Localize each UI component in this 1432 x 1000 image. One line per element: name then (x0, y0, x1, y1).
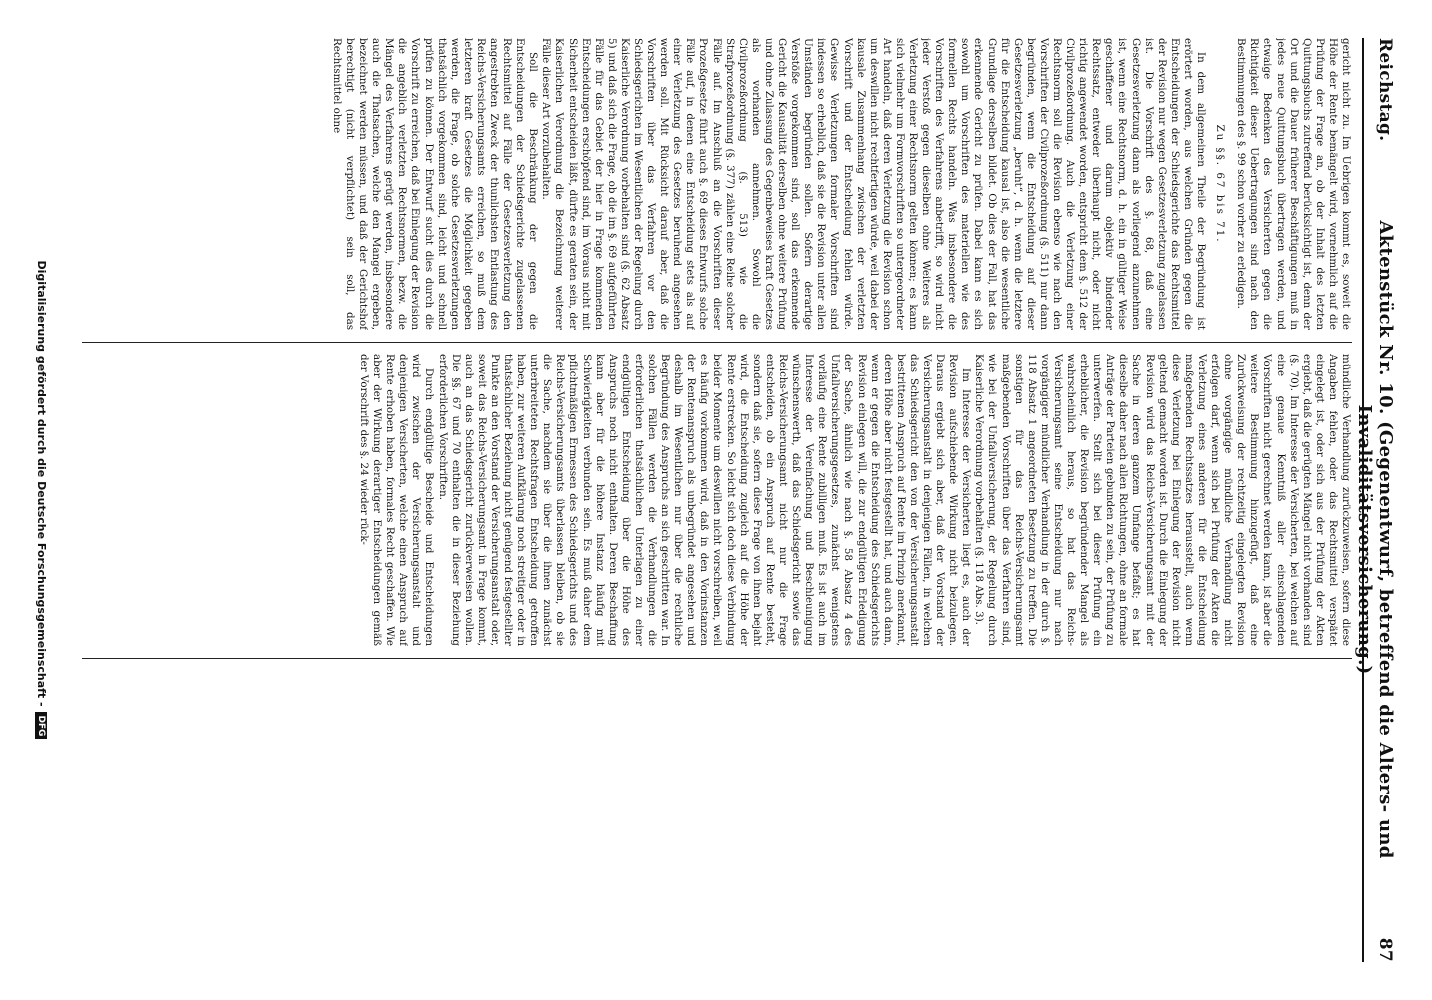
paragraph: Durch endgültige Bescheide und Entscheidungen wird zwischen der Versicherungsanstalt und denjenigen Versicherten, welche einen Anspruch auf Rente erhoben haben, formales Recht geschaffen. Wie aber der Wirkung derartiger Entscheidungen gemäß der Vorschrift des §. 24 wieder rück- (357, 354, 436, 646)
header-rule (1362, 38, 1364, 962)
digitization-note (35, 0, 48, 1000)
text-column-1 (82, 38, 1352, 330)
running-head-title: Aktenstück Nr. 10. (Gegenentwurf, betreffend die Alters- und Invaliditätsversicherung.) (1354, 220, 1396, 859)
text-column-3 (82, 670, 1352, 962)
page-number: 87 (1375, 937, 1395, 962)
section-heading: Zu §§. 67 bis 71. (1214, 124, 1227, 244)
text-column-2 (82, 354, 1352, 646)
running-head-left: Reichstag. (1375, 38, 1395, 142)
paragraph: gericht nicht zu. Im Uebrigen kommt es, soweit die Höhe der Rente bemängelt wird, vornehmlich auf die Prüfung der Frage an, ob der Inhalt des letzten Quittungsbuchs zutreffend berücksichtigt ist, denn der Ort und die Dauer früherer Beschäftigungen muß in jedes neue Quittungsbuch übertragen werden, und etwaige Bedenken des Versicherten gegen die Richtigkeit dieser Uebertragungen sind nach den Bestimmungen des §. 99 schon vorher zu erledigen. (1235, 38, 1352, 330)
text-columns (82, 38, 1352, 962)
column-rule (82, 658, 1352, 659)
paragraph: Im Interesse der Versicherten liegt es, auch der Revision aufschiebende Wirkung nicht beizulegen. Daraus ergiebt sich aber, daß der Vorstand der Versicherungsanstalt in denjenigen Fällen, in welchen das Schiedsgericht den von der Versicherungsanstalt bestrittenen Anspruch auf Rente im Prinzip anerkannt, deren Höhe aber nicht festgestellt hat, und auch dann, wenn er gegen die Entscheidung des Schiedsgerichts Revision einlegen will, die zur endgültigen Erledigung der Sache, ähnlich wie nach §. 58 Absatz 4 des Unfallversicherungsgesetzes, zunächst wenigstens vorläufig eine Rente zubilligen muß. Es ist auch im Interesse der Vereinfachung und Beschleunigung wünschenswerth, daß das Schiedsgericht sowie das Reichs-Versicherungsamt nicht nur die Frage entscheiden, ob ein Anspruch auf Rente besteht, sondern daß sie, sofern diese Frage von ihnen bejaht wird, die Entscheidung zugleich auf die Höhe der Rente erstrecken. So leicht sich doch diese Verbindung beider Momente um deswillen nicht vorschreiben, weil es häufig vorkommen wird, daß in den Vorinstanzen der Rentenanspruch als unbegründet angesehen und deshalb im Wesentlichen nur über die rechtliche Begründung des Anspruchs an sich geschritten war. In solchen Fällen werden die Verhandlungen die erforderlichen thatsächlichen Unterlagen zu einer endgültigen Entscheidung über die Höhe des Anspruchs noch nicht enthalten. Deren Beschaffung kann aber für die höhere Instanz häufig mit Schwierigkeiten verbunden sein. Es muß daher dem pflichtmäßigen Ermessen des Schiedsgerichts und des Reichs-Versicherungsamts überlassen bleiben, ob sie die Sache, nachdem sie über die ihnen zunächst unterbreiteten Rechtsfragen Entscheidung getroffen haben, zur weiteren Aufklärung noch streitiger oder in thatsächlicher Beziehung nicht genügend festgestellter Punkte an den Vorstand der Versicherungsanstalt oder, soweit das Reichs-Versicherungsamt in Frage kommt, auch an das Schiedsgericht zurückverweisen wollen. Die §§. 67 und 70 enthalten die in dieser Beziehung erforderlichen Vorschriften. (436, 354, 973, 646)
digitization-text: Digitalisierung gefördert durch die Deutsche Forschungsgemeinschaft - (35, 260, 48, 707)
dfg-logo: DFG (35, 712, 47, 739)
paragraph: Soll die Beschränkung der gegen die Entscheidungen der Schiedsgerichte zugelassenen Rechtsmittel auf Fälle der Gesetzesverletzung den angestrebten Zweck der thunlichsten Entlastung des Reichs-Versicherungsamts erreichen, so muß dem letzteren kraft Gesetzes die Möglichkeit gegeben werden, die Frage, ob solche Gesetzesverletzungen thatsächlich vorgekommen sind, leicht und schnell prüfen zu können. Der Entwurf sucht dies durch die Vorschrift zu erreichen, daß bei Einlegung der Revision die angeblich verletzten Rechtsnormen, bezw. die Mängel des Verfahrens gerügt werden, insbesondere auch die Thatsachen, welche den Mangel ergeben, bezeichnet werden müssen, und daß der Gerichtshof berechtigt (nicht verpflichtet) sein soll, das Rechtsmittel ohne (330, 38, 540, 330)
paragraph: mündliche Verhandlung zurückzuweisen, sofern diese Angaben fehlen, oder das Rechtsmittel verspätet eingelegt ist, oder sich aus der Prüfung der Akten ergiebt, daß die gerügten Mängel nicht vorhanden sind (§. 70). Im Interesse der Versicherten, bei welchen auf eine genaue Kenntniß aller einschlagenden Vorschriften nicht gerechnet werden kann, ist aber die weitere Bestimmung hinzugefügt, daß eine Zurückweisung der rechtzeitig eingelegten Revision ohne vorgängige mündliche Verhandlung nicht erfolgen darf, wenn sich bei Prüfung der Akten die Verletzung eines anderen für die Entscheidung maßgebenden Rechtssatzes herausstellt, auch wenn diese Verletzung bei Einlegung der Revision nicht geltend gemacht worden ist. Durch die Einlegung der Revision wird das Reichs-Versicherungsamt mit der Sache in deren ganzem Umfange befaßt; es hat dieselbe daher nach allen Richtungen, ohne an formale Anträge der Parteien gebunden zu sein, der Prüfung zu unterwerfen. Stellt sich bei dieser Prüfung ein erheblicher, die Revision begründender Mangel als wahrscheinlich heraus, so hat das Reichs-Versicherungsamt seine Entscheidung nur nach vorgängiger mündlicher Verhandlung in der durch §. 118 Absatz 1 angeordneten Besetzung zu treffen. Die sonstigen für das Reichs-Versicherungsamt maßgebenden Vorschriften über das Verfahren sind, wie bei der Unfallversicherung, der Regelung durch Kaiserliche Verordnung vorbehalten (§. 118 Abs. 3). (973, 354, 1352, 646)
running-head (1354, 38, 1396, 962)
paragraph: In dem allgemeinen Theile der Begründung ist erörtert worden, aus welchen Gründen gegen die Entscheidungen der Schiedsgerichte das Rechtsmittel der Revision nur wegen Gesetzesverletzung zugelassen ist. Die Vorschrift des §. 68, daß eine Gesetzesverletzung dann als vorliegend anzunehmen ist, wenn eine Rechtsnorm, d. h. ein in gültiger Weise geschaffener und darum objektiv bindender Rechtssatz, entweder überhaupt nicht, oder nicht richtig angewendet worden, entspricht dem §. 512 der Civilprozeßordnung. Auch die Verletzung einer Rechtsnorm soll die Revision ebenso wie nach den Vorschriften der Civilprozeßordnung (§. 511) nur dann begründen, wenn die Entscheidung auf dieser Gesetzesverletzung „beruht“, d. h. wenn die letztere für die Entscheidung kausal ist, also die wesentliche Grundlage derselben bildet. Ob dies der Fall, hat das erkennende Gericht zu prüfen. Dabei kann es sich sowohl um Vorschriften des materiellen wie des formellen Rechts handeln. Was insbesondere die Vorschriften des Verfahrens anbetrifft, so wird nicht jeder Verstoß gegen dieselben ohne Weiteres als Verletzung einer Rechtsnorm gelten können; es kann sich vielmehr um Formvorschriften so untergeordneter Art handeln, daß deren Verletzung die Revision schon um deswillen nicht rechtfertigen würde, weil dabei der kausale Zusammenhang zwischen der verletzten Vorschrift und der Entscheidung fehlen würde. Gewisse Verletzungen formaler Vorschriften sind indessen so erheblich, daß sie die Revision unter allen Umständen begründen sollen. Sofern derartige Verstöße vorgekommen sind, soll das erkennende Gericht die Kausalität derselben ohne weitere Prüfung und ohne Zulassung des Gegenbeweises kraft Gesetzes als vorhanden annehmen. Sowohl die Civilprozeßordnung (§. 513) wie die Strafprozeßordnung (§. 377) zählen eine Reihe solcher Fälle auf. Im Anschluß an die Vorschriften dieser Prozeßgesetze führt auch §. 69 dieses Entwurfs solche Fälle auf, in denen eine Entscheidung stets als auf einer Verletzung des Gesetzes beruhend angesehen werden soll. Mit Rücksicht darauf aber, daß die Vorschriften über das Verfahren vor den Schiedsgerichten im Wesentlichen der Regelung durch Kaiserliche Verordnung vorbehalten sind (§. 62 Absatz 5) und daß sich die Frage, ob die im §. 69 aufgeführten Fälle für das Gebiet der hier in Frage kommenden Entscheidungen erschöpfend sind, im Voraus nicht mit Sicherheit entscheiden läßt, dürfte es geraten sein, der Kaiserlichen Verordnung die Bezeichnung weiterer Fälle dieser Art vorzubehalten. (540, 38, 1208, 330)
column-rule (82, 342, 1352, 343)
